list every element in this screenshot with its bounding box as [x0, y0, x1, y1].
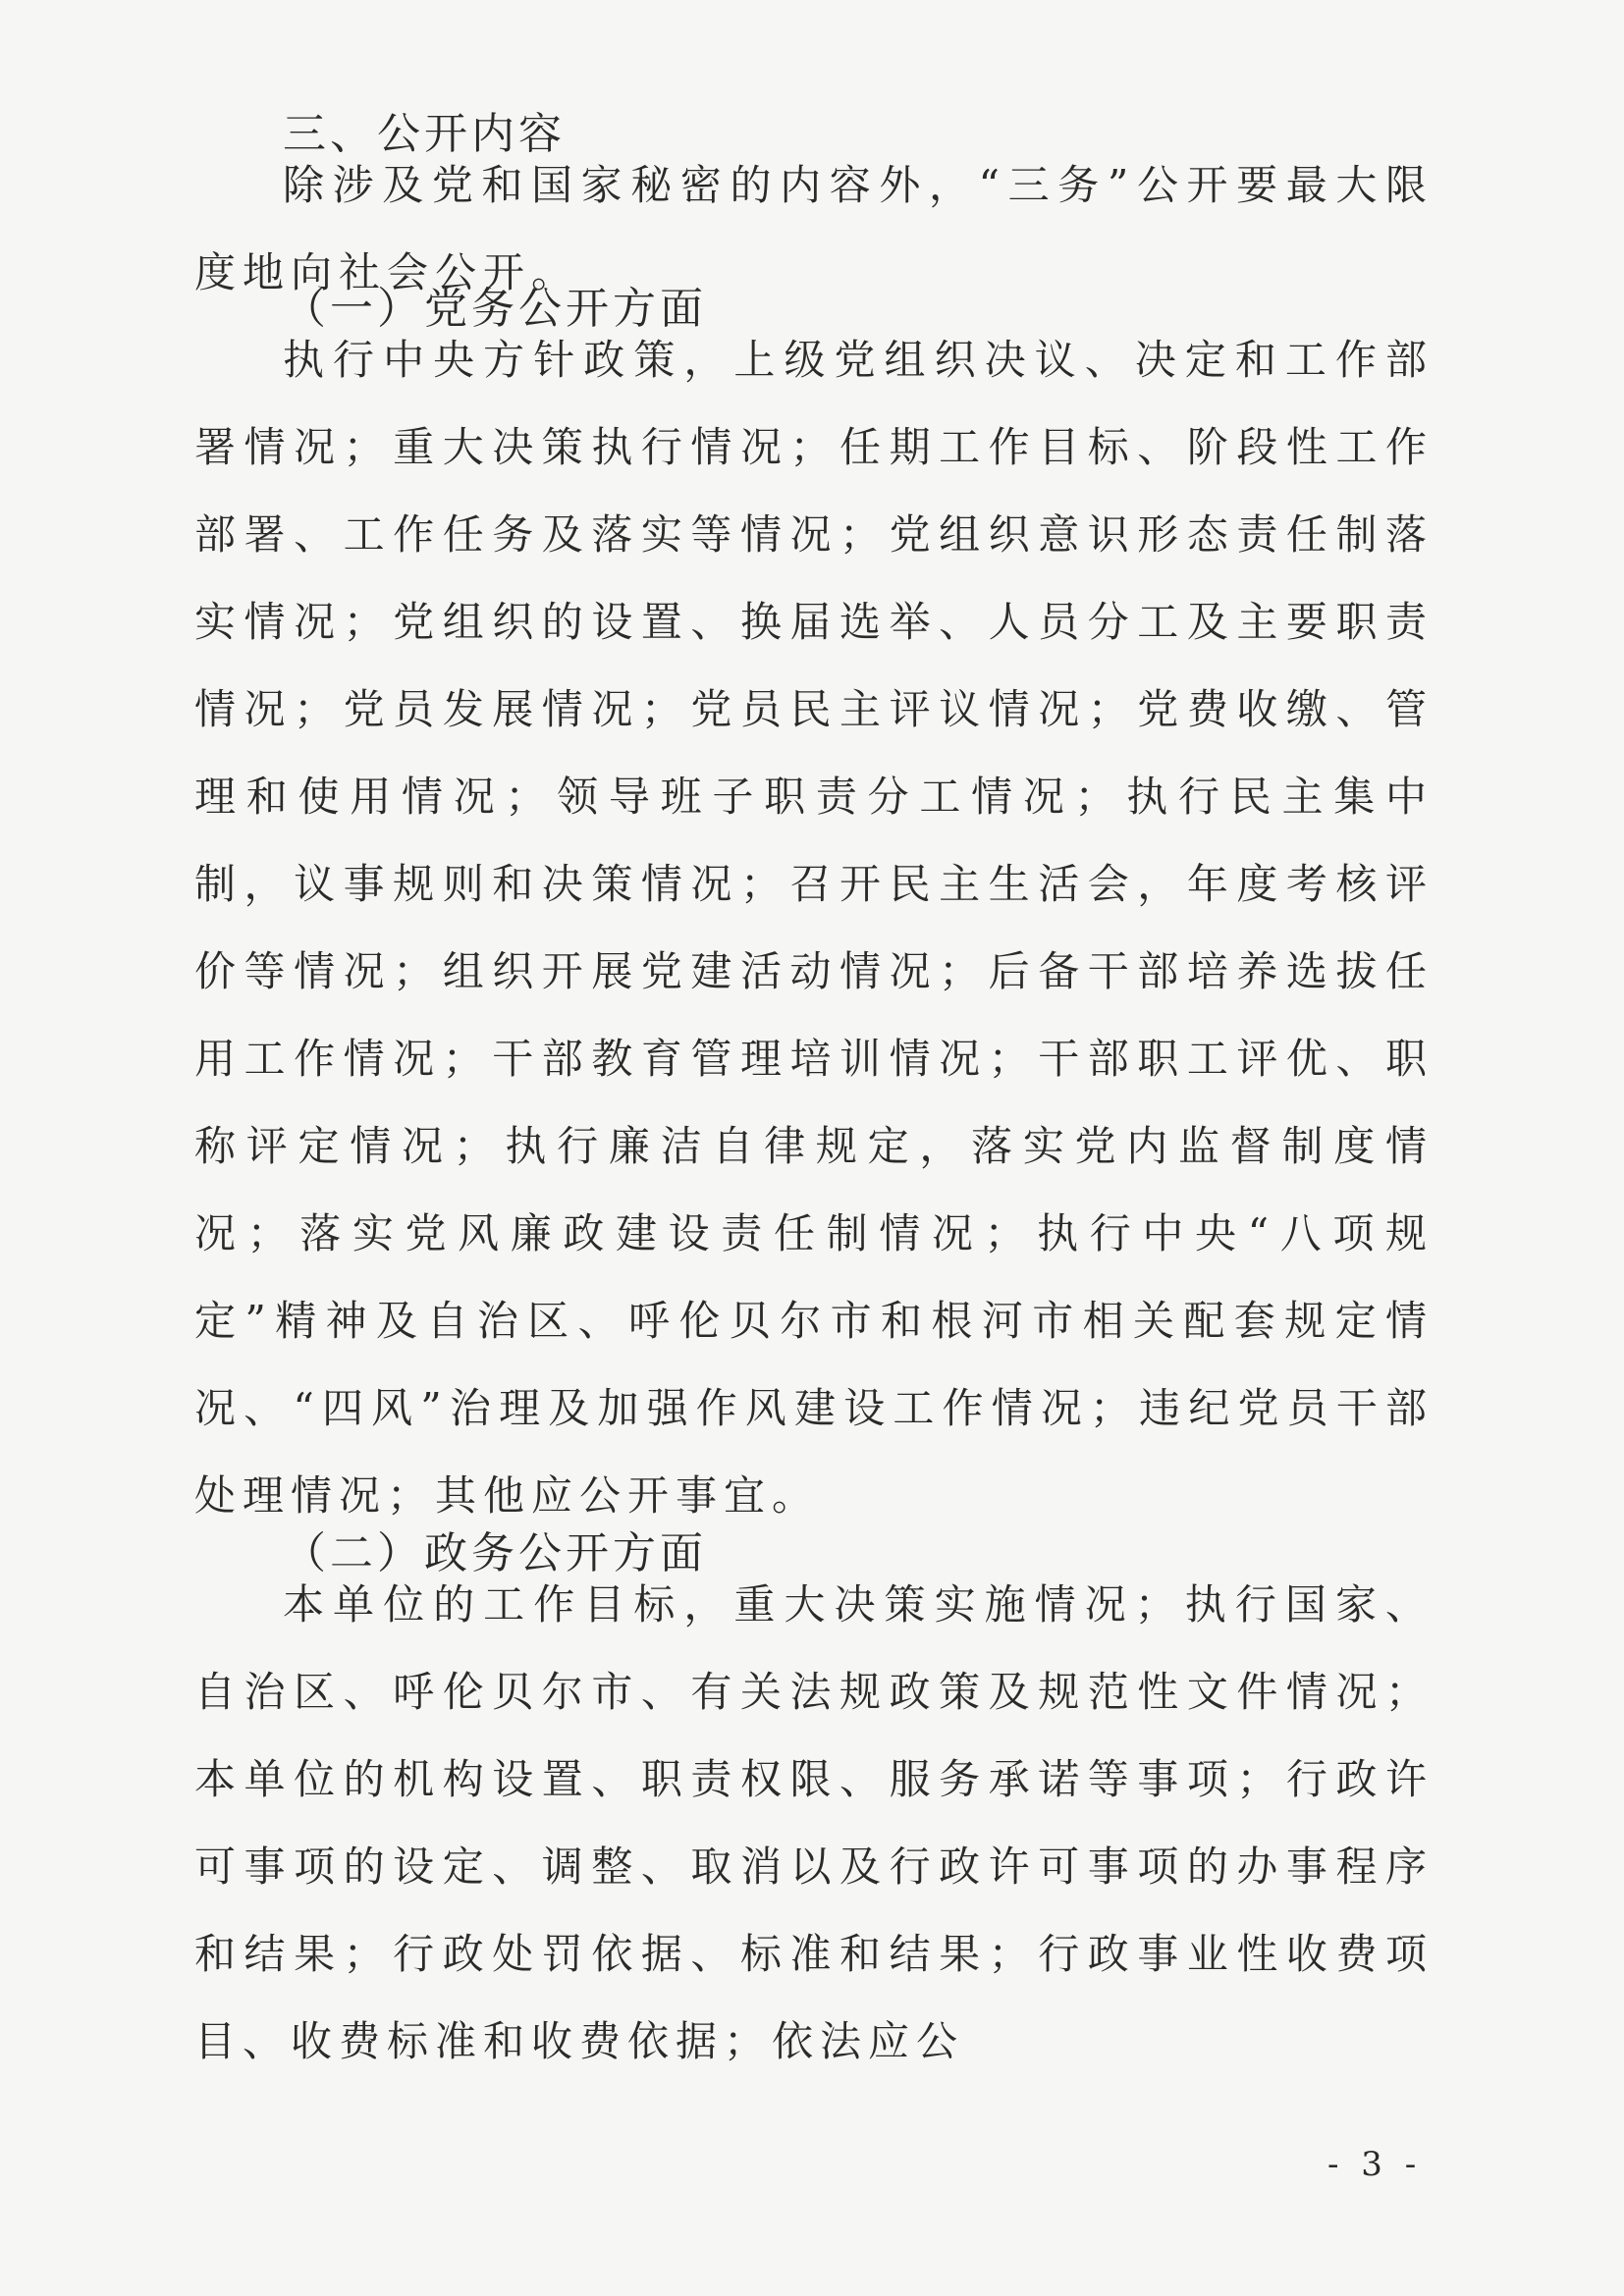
page-number: - 3 -: [1327, 2145, 1423, 2184]
government-affairs-block: [194, 1561, 1434, 2085]
party-affairs-heading: （一）党务公开方面: [283, 284, 707, 334]
government-affairs-heading: （二）政务公开方面: [283, 1528, 707, 1578]
intro-paragraph: 除涉及党和国家秘密的内容外，“三务”公开要最大限度地向社会公开。: [194, 161, 1434, 296]
government-affairs-paragraph: 本单位的工作目标，重大决策实施情况；执行国家、自治区、呼伦贝尔市、有关法规政策及规范性文件情况；本单位的机构设置、职责权限、服务承诺等事项；行政许可事项的设定、调整、取消以及行政许可事项的办事程序和结果；行政处罚依据、标准和结果；行政事业性收费项目、收费标准和收费依据；依法应公: [194, 1580, 1434, 2065]
party-affairs-paragraph: 执行中央方针政策，上级党组织决议、决定和工作部署情况；重大决策执行情况；任期工作目标、阶段性工作部署、工作任务及落实等情况；党组织意识形态责任制落实情况；党组织的设置、换届选举、人员分工及主要职责情况；党员发展情况；党员民主评议情况；党费收缴、管理和使用情况；领导班子职责分工情况；执行民主集中制，议事规则和决策情况；召开民主生活会，年度考核评价等情况；组织开展党建活动情况；后备干部培养选拔任用工作情况；干部教育管理培训情况；干部职工评优、职称评定情况；执行廉洁自律规定，落实党内监督制度情况；落实党风廉政建设责任制情况；执行中央“八项规定”精神及自治区、呼伦贝尔市和根河市相关配套规定情况、“四风”治理及加强作风建设工作情况；违纪党员干部处理情况；其他应公开事宜。: [194, 336, 1434, 1520]
section-heading: 三、公开内容: [283, 109, 566, 159]
party-affairs-block: [194, 316, 1434, 1539]
